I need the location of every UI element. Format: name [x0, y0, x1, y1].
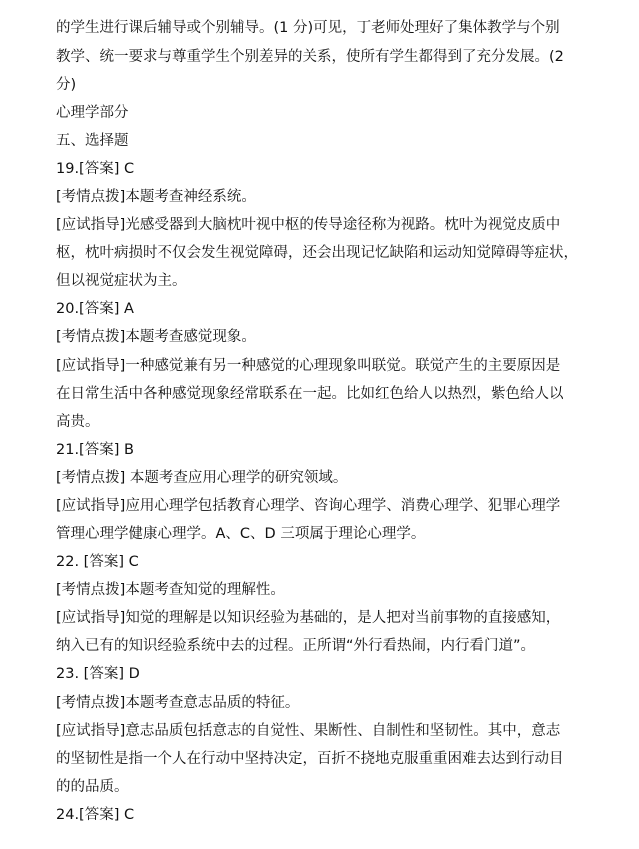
text-line: 但以视觉症状为主。	[56, 273, 187, 289]
text-line: 分)	[56, 77, 77, 93]
section-heading: 五、选择题	[56, 133, 129, 149]
text-line: [考情点拨]本题考查神经系统。	[56, 189, 256, 205]
text-line: [应试指导]一种感觉兼有另一种感觉的心理现象叫联觉。联觉产生的主要原因是	[56, 358, 561, 374]
text-line: 管理心理学健康心理学。A、C、D 三项属于理论心理学。	[56, 526, 426, 542]
answer-line: 19.[答案] C	[56, 161, 135, 177]
text-line: 的学生进行课后辅导或个别辅导。(1 分)可见，丁老师处理好了集体教学与个别	[56, 20, 560, 36]
text-line: [考情点拨]本题考查意志品质的特征。	[56, 695, 300, 711]
text-line: 的的品质。	[56, 779, 129, 795]
answer-line: 24.[答案] C	[56, 807, 135, 823]
text-line: 教学、统一要求与尊重学生个别差异的关系，使所有学生都得到了充分发展。(2	[56, 49, 564, 65]
answer-line: 20.[答案] A	[56, 301, 134, 317]
text-line: [应试指导]应用心理学包括教育心理学、咨询心理学、消费心理学、犯罪心理学	[56, 498, 561, 514]
text-line: [应试指导]意志品质包括意志的自觉性、果断性、自制性和坚韧性。其中，意志	[56, 723, 561, 739]
text-line: [考情点拨]本题考查知觉的理解性。	[56, 582, 285, 598]
text-line: 高贵。	[56, 414, 100, 430]
section-heading: 心理学部分	[56, 105, 129, 121]
text-line: [应试指导]知觉的理解是以知识经验为基础的，是人把对当前事物的直接感知，	[56, 610, 561, 626]
text-line: [考情点拨] 本题考查应用心理学的研究领域。	[56, 470, 348, 486]
text-line: 在日常生活中各种感觉现象经常联系在一起。比如红色给人以热烈，紫色给人以	[56, 386, 564, 402]
answer-line: 21.[答案] B	[56, 442, 134, 458]
text-line: [考情点拨]本题考查感觉现象。	[56, 329, 256, 345]
text-line: 纳入已有的知识经验系统中去的过程。正所谓“外行看热闹，内行看门道”。	[56, 638, 536, 654]
answer-line: 23. [答案] D	[56, 666, 140, 682]
text-line: [应试指导]光感受器到大脑枕叶视中枢的传导途径称为视路。枕叶为视觉皮质中	[56, 217, 561, 233]
answer-line: 22. [答案] C	[56, 554, 139, 570]
text-line: 的坚韧性是指一个人在行动中坚持决定，百折不挠地克服重重困难去达到行动目	[56, 751, 564, 767]
text-line: 枢，枕叶病损时不仅会发生视觉障碍，还会出现记忆缺陷和运动知觉障碍等症状，	[56, 245, 578, 261]
